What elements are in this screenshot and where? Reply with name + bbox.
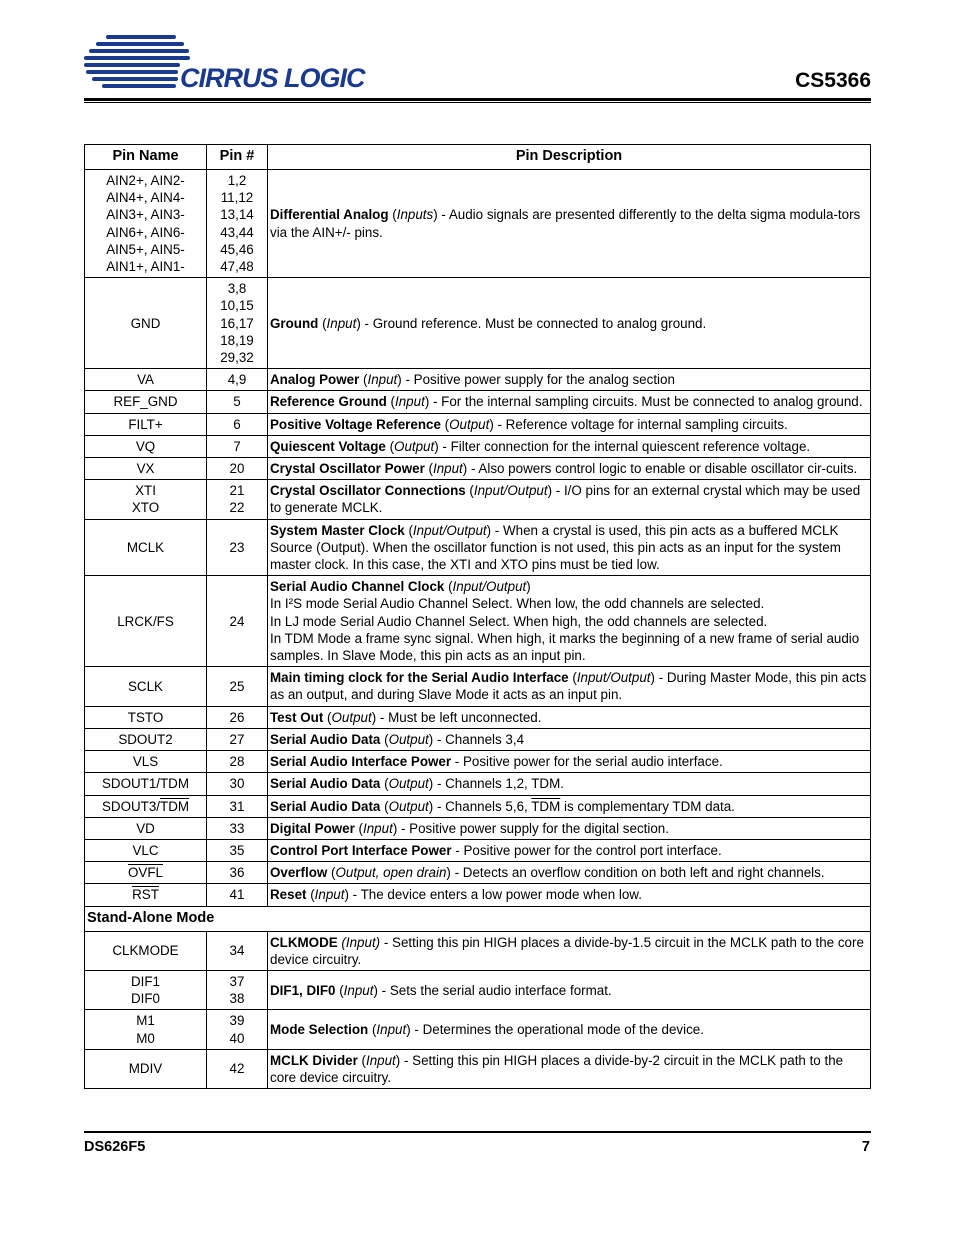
pin-number-cell <box>207 970 268 1009</box>
pin-number-cell <box>207 862 268 884</box>
pin-description-table <box>84 144 871 1089</box>
pin-name-cell <box>85 170 207 278</box>
pin-number: 41 <box>229 887 245 903</box>
pin-description-text: - Must be left unconnected. <box>376 709 542 725</box>
pin-name-cell <box>85 839 207 861</box>
pin-description-cell: Main timing clock for the Serial Audio Interface (Input/Output) - During Master Mode, this pin acts as an output, and during Slave Mode it acts as an input pin. <box>268 667 871 706</box>
pin-number-cell <box>207 839 268 861</box>
pin-description-cell: Serial Audio Data (Output) - Channels 1,2, TDM. <box>268 773 871 795</box>
pin-description-text: - Ground reference. Must be connected to analog ground. <box>360 315 707 331</box>
pin-name: AIN1+, AIN1- <box>106 259 185 275</box>
pin-description-text: - Reference voltage for internal sampling circuits. <box>493 416 788 432</box>
pin-number-cell <box>207 519 268 576</box>
pin-name: SCLK <box>128 678 163 694</box>
pin-io-type: Input <box>314 887 345 903</box>
pin-function-title: Main timing clock for the Serial Audio Interface <box>270 670 569 686</box>
pin-number: 29,32 <box>220 350 254 366</box>
pin-number-cell <box>207 458 268 480</box>
pin-name: MDIV <box>128 1061 163 1077</box>
pin-function-title: Reference Ground <box>270 394 387 410</box>
pin-description-cell: Crystal Oscillator Connections (Input/Output) - I/O pins for an external crystal which may be used to generate MCLK. <box>268 480 871 519</box>
pin-name: FILT+ <box>128 416 163 432</box>
pin-io-type: Input <box>367 372 398 388</box>
pin-description-text: - I/O pins for an external crystal which may be used to generate MCLK. <box>270 483 861 516</box>
pin-number: 27 <box>229 731 245 747</box>
pin-description-cell: Serial Audio Channel Clock (Input/Output) In I²S mode Serial Audio Channel Select. When low, the odd channels are selected. In LJ mode Serial Audio Channel Select. When high, the odd channels are selected. In TDM Mode a frame sync signal. When high, it marks the beginning of a new frame of serial audio samples. In Slave Mode, this pin acts as an input pin. <box>268 576 871 667</box>
pin-description-text: - When a crystal is used, this pin acts as a buffered MCLK Source (Output). When the oscillator function is not used, this pin acts as an input for the system master clock. In this case, the XTI and XTO pins must be tied low. <box>270 522 841 573</box>
pin-description-text: - Positive power for the control port interface. <box>451 842 722 858</box>
pin-name-cell <box>85 931 207 970</box>
pin-function-title: Crystal Oscillator Power <box>270 461 425 477</box>
pin-name: MCLK <box>126 539 165 555</box>
pin-number: 21 <box>229 483 245 499</box>
pin-description-cell: Crystal Oscillator Power (Input) - Also powers control logic to enable or disable oscillator cir-cuits. <box>268 458 871 480</box>
pin-number-cell <box>207 1049 268 1088</box>
pin-io-type: Output <box>449 416 490 432</box>
pin-number: 1,2 <box>227 173 247 188</box>
pin-description-cell: Differential Analog (Inputs) - Audio signals are presented differently to the delta sigma modula-tors via the AIN+/- pins. <box>268 170 871 278</box>
pin-description-text: - The device enters a low power mode when low. <box>348 887 642 903</box>
pin-description-line: In TDM Mode a frame sync signal. When high, it marks the beginning of a new frame of serial audio samples. In Slave Mode, this pin acts as an input pin. <box>270 630 860 664</box>
pin-description-cell: System Master Clock (Input/Output) - When a crystal is used, this pin acts as a buffered MCLK Source (Output). When the oscillator function is not used, this pin acts as an input for the system master clock. In this case, the XTI and XTO pins must be tied low. <box>268 519 871 576</box>
pin-description-cell <box>268 751 871 773</box>
table-row <box>85 706 871 728</box>
table-row <box>85 884 871 906</box>
table-row <box>85 970 871 1009</box>
pin-number: 38 <box>229 991 245 1007</box>
pin-description-text: - Detects an overflow condition on both left and right channels. <box>450 865 825 881</box>
table-row <box>85 751 871 773</box>
pin-number: 5 <box>233 394 241 410</box>
table-row <box>85 1049 871 1088</box>
logo-text: CIRRUS LOGIC <box>180 63 365 93</box>
pin-description-text: - For the internal sampling circuits. Must be connected to analog ground. <box>429 394 863 410</box>
pin-number: 3,8 <box>227 281 247 297</box>
pin-description-cell: Quiescent Voltage (Output) - Filter connection for the internal quiescent reference voltage. <box>268 435 871 457</box>
pin-name: VA <box>137 372 154 388</box>
pin-description-text: - Also powers control logic to enable or disable oscillator cir-cuits. <box>467 461 858 477</box>
pin-name-cell <box>85 773 207 795</box>
pin-io-type: Input <box>376 1021 407 1037</box>
pin-name-cell <box>85 278 207 369</box>
pin-number: 7 <box>233 438 241 454</box>
table-row <box>85 576 871 667</box>
pin-io-type: Input/Output <box>452 579 527 595</box>
pin-name-prefix: SDOUT3/ <box>101 798 161 814</box>
pin-name-active-low: OVFL <box>128 865 163 881</box>
column-header-pin-description: Pin Description <box>268 145 871 170</box>
table-row <box>85 435 871 457</box>
pin-function-title: Serial Audio Interface Power <box>270 754 452 770</box>
pin-number: 43,44 <box>220 224 254 240</box>
pin-function-title: CLKMODE <box>270 934 338 950</box>
pin-io-type: Input <box>432 461 463 477</box>
page-number: 7 <box>861 1139 870 1155</box>
pin-number-cell <box>207 435 268 457</box>
pin-number-cell <box>207 369 268 391</box>
pin-io-type: Input/Output <box>412 522 487 538</box>
pin-name <box>87 864 204 881</box>
pin-name-cell <box>85 480 207 519</box>
pin-description-cell: Serial Audio Data (Output) - Channels 5,6, $\overline{TDM}$ is complementary TDM data. <box>268 795 871 817</box>
pin-name: AIN6+, AIN6- <box>106 224 185 240</box>
pin-number-cell <box>207 391 268 413</box>
pin-name-cell <box>85 413 207 435</box>
pin-name: VLC <box>132 842 159 858</box>
pin-function-title: Differential Analog <box>270 207 389 223</box>
pin-name-cell <box>85 817 207 839</box>
pin-description-text: - Audio signals are presented differently to the delta sigma modula-tors via the AIN+/- pins. <box>270 207 861 240</box>
pin-description-cell: Serial Audio Data (Output) - Channels 3,4 <box>268 728 871 750</box>
table-row <box>85 839 871 861</box>
pin-name-cell <box>85 391 207 413</box>
pin-number: 39 <box>229 1013 245 1029</box>
pin-number: 35 <box>229 842 245 858</box>
table-row <box>85 728 871 750</box>
pin-description-cell: Overflow (Output, open drain) - Detects an overflow condition on both left and right channels. <box>268 862 871 884</box>
pin-description-text: - During Master Mode, this pin acts as an output, and during Slave Mode it acts as an input pin. <box>270 670 867 703</box>
pin-number: 37 <box>229 973 245 989</box>
pin-number: 10,15 <box>220 298 254 314</box>
pin-function-title: Mode Selection <box>270 1021 369 1037</box>
table-header-row <box>85 145 871 170</box>
pin-number: 30 <box>229 776 245 792</box>
pin-number-cell <box>207 413 268 435</box>
pin-number: 36 <box>229 865 245 881</box>
pin-number: 23 <box>229 539 245 555</box>
pin-description-text: - Channels 3,4 <box>433 731 525 747</box>
pin-number: 45,46 <box>220 241 254 257</box>
pin-name: VQ <box>135 438 156 454</box>
pin-name: AIN4+, AIN4- <box>106 190 185 206</box>
pin-io-type: (Input) <box>337 934 381 950</box>
pin-io-type: Input <box>395 394 425 410</box>
pin-function-title: Test Out <box>270 709 324 725</box>
table-row <box>85 413 871 435</box>
pin-function-title: Analog Power <box>270 372 360 388</box>
pin-description-cell: DIF1, DIF0 (Input) - Sets the serial audio interface format. <box>268 970 871 1009</box>
pin-name-cell <box>85 795 207 817</box>
pin-number-cell <box>207 884 268 906</box>
pin-number-cell <box>207 1010 268 1049</box>
pin-number: 20 <box>229 461 245 477</box>
pin-number-cell <box>207 706 268 728</box>
pin-number-cell <box>207 480 268 519</box>
table-row <box>85 458 871 480</box>
pin-description-text: is complementary TDM data. <box>560 798 735 814</box>
pin-number: 16,17 <box>220 315 254 331</box>
document-title: CS5366 <box>795 69 871 92</box>
pin-description-cell: Analog Power (Input) - Positive power supply for the analog section <box>268 369 871 391</box>
pin-name-cell <box>85 519 207 576</box>
pin-description-cell: Reference Ground (Input) - For the internal sampling circuits. Must be connected to analog ground. <box>268 391 871 413</box>
pin-number: 25 <box>229 678 245 694</box>
pin-description-cell: Positive Voltage Reference (Output) - Reference voltage for internal sampling circuits. <box>268 413 871 435</box>
pin-description-text: - Channels 5,6, <box>433 798 532 814</box>
pin-function-title: DIF1, DIF0 <box>270 982 336 998</box>
pin-io-type: Output <box>388 798 429 814</box>
pin-io-type: Input <box>363 820 393 836</box>
pin-name: LRCK/FS <box>117 613 174 629</box>
pin-number-cell <box>207 278 268 369</box>
pin-number: 6 <box>233 416 241 432</box>
pin-description-active-low: $\overline{TDM}$ <box>531 798 561 814</box>
pin-name-cell <box>85 862 207 884</box>
pin-description-cell: Digital Power (Input) - Positive power supply for the digital section. <box>268 817 871 839</box>
pin-function-title: Serial Audio Channel Clock <box>270 579 445 595</box>
pin-name: GND <box>130 315 161 331</box>
page-header <box>84 33 871 103</box>
pin-function-title: Crystal Oscillator Connections <box>270 483 466 499</box>
column-header-pin-name: Pin Name <box>85 145 207 170</box>
pin-name-cell <box>85 1049 207 1088</box>
pin-description-text: - Channels 1,2, TDM. <box>433 776 564 792</box>
pin-description-cell <box>268 931 871 970</box>
pin-number-cell <box>207 170 268 278</box>
table-row <box>85 795 871 817</box>
pin-name-cell <box>85 576 207 667</box>
pin-name: M1 <box>136 1013 155 1029</box>
pin-number: 42 <box>229 1061 245 1077</box>
pin-name: SDOUT1/TDM <box>101 776 190 792</box>
pin-number: 18,19 <box>220 332 254 348</box>
pin-number: 24 <box>229 613 245 629</box>
pin-name: DIF1 <box>130 973 161 989</box>
pin-name-cell <box>85 458 207 480</box>
pin-io-type: Input <box>343 982 374 998</box>
pin-io-type: Input <box>326 315 357 331</box>
table-row <box>85 1010 871 1049</box>
pin-function-title: Serial Audio Data <box>270 731 381 747</box>
pin-description-text: - Sets the serial audio interface format. <box>377 982 612 998</box>
pin-function-title: Ground <box>270 315 319 331</box>
pin-name: CLKMODE <box>112 943 179 959</box>
pin-name-active-low: $\overline{RST}$ <box>132 887 159 903</box>
pin-name: XTI <box>135 483 156 499</box>
pin-name-active-low: $\overline{TDM}$ <box>160 798 190 814</box>
pin-description-cell: Ground (Input) - Ground reference. Must be connected to analog ground. <box>268 278 871 369</box>
pin-function-title: Positive Voltage Reference <box>270 416 441 432</box>
footer-divider <box>84 1131 871 1133</box>
section-label: Stand-Alone Mode <box>85 906 871 931</box>
pin-name: AIN5+, AIN5- <box>106 241 185 257</box>
pin-name: VX <box>136 461 155 477</box>
pin-io-type: Output <box>388 731 429 747</box>
pin-number: 31 <box>229 798 245 814</box>
pin-name-cell <box>85 1010 207 1049</box>
table-row <box>85 862 871 884</box>
pin-number-cell <box>207 751 268 773</box>
pin-description-cell <box>268 839 871 861</box>
pin-description-text: - Determines the operational mode of the device. <box>410 1021 704 1037</box>
table-row <box>85 519 871 576</box>
pin-description-text: - Positive power supply for the digital section. <box>397 820 669 836</box>
table-row <box>85 170 871 278</box>
table-row <box>85 480 871 519</box>
pin-number: 28 <box>229 754 245 770</box>
pin-io-type: Output <box>394 438 435 454</box>
pin-description-cell: Test Out (Output) - Must be left unconnected. <box>268 706 871 728</box>
pin-name: VD <box>136 820 155 836</box>
pin-name: XTO <box>131 500 160 516</box>
pin-number: 40 <box>229 1030 245 1046</box>
pin-number-cell <box>207 773 268 795</box>
pin-number: 13,14 <box>220 207 254 223</box>
pin-number-cell <box>207 576 268 667</box>
pin-name <box>87 798 204 815</box>
table-row <box>85 667 871 706</box>
pin-description-text: - Setting this pin HIGH places a divide-by-1.5 circuit in the MCLK path to the core device circuitry. <box>270 934 864 967</box>
pin-name: SDOUT2 <box>118 731 173 747</box>
section-row <box>85 906 871 931</box>
pin-name: VLS <box>132 754 159 770</box>
pin-description-cell: Reset (Input) - The device enters a low power mode when low. <box>268 884 871 906</box>
table-row <box>85 391 871 413</box>
pin-name: TSTO <box>127 709 164 725</box>
pin-function-title: Digital Power <box>270 820 355 836</box>
pin-function-title: Serial Audio Data <box>270 798 381 814</box>
pin-number: 22 <box>229 500 245 516</box>
pin-function-title: Overflow <box>270 865 328 881</box>
header-divider-thin <box>84 102 871 103</box>
pin-name-cell <box>85 970 207 1009</box>
pin-io-type: Input <box>365 1052 396 1068</box>
pin-name-cell <box>85 706 207 728</box>
pin-description-cell: MCLK Divider (Input) - Setting this pin HIGH places a divide-by-2 circuit in the MCLK path to the core device circuitry. <box>268 1049 871 1088</box>
pin-name-cell <box>85 728 207 750</box>
pin-io-type: Input/Output <box>576 670 651 686</box>
pin-number: 47,48 <box>220 259 254 275</box>
pin-description-line: In I²S mode Serial Audio Channel Select. When low, the odd channels are selected. <box>270 596 765 612</box>
pin-name: AIN2+, AIN2- <box>106 173 185 188</box>
pin-name <box>87 886 204 903</box>
table-row <box>85 369 871 391</box>
document-number: DS626F5 <box>84 1139 146 1155</box>
pin-name-cell <box>85 369 207 391</box>
pin-name: M0 <box>136 1030 155 1046</box>
pin-io-type: Output <box>331 709 372 725</box>
table-row <box>85 817 871 839</box>
pin-description-text: - Positive power for the serial audio interface. <box>451 754 723 770</box>
pin-name: REF_GND <box>113 394 178 410</box>
pin-name-cell <box>85 667 207 706</box>
pin-function-title: Quiescent Voltage <box>270 438 386 454</box>
pin-description-cell: Mode Selection (Input) - Determines the operational mode of the device. <box>268 1010 871 1049</box>
pin-name: DIF0 <box>130 991 161 1007</box>
pin-description-text: - Setting this pin HIGH places a divide-by-2 circuit in the MCLK path to the core device circuitry. <box>270 1052 844 1085</box>
pin-io-type: Input/Output <box>473 483 548 499</box>
pin-description-text: - Filter connection for the internal quiescent reference voltage. <box>438 438 811 454</box>
pin-number-cell <box>207 667 268 706</box>
pin-function-title: System Master Clock <box>270 522 405 538</box>
pin-io-type: Output, open drain <box>335 865 447 881</box>
pin-number: 11,12 <box>220 190 254 206</box>
pin-io-type: Output <box>388 776 429 792</box>
table-row <box>85 773 871 795</box>
pin-io-type: Inputs <box>396 207 434 223</box>
pin-name: AIN3+, AIN3- <box>106 207 185 223</box>
pin-number: 34 <box>229 943 245 959</box>
pin-number: 26 <box>229 709 245 725</box>
pin-number-cell <box>207 817 268 839</box>
pin-number-cell <box>207 728 268 750</box>
pin-function-title: Reset <box>270 887 307 903</box>
pin-function-title: Control Port Interface Power <box>270 842 452 858</box>
pin-number-cell <box>207 931 268 970</box>
pin-number: 4,9 <box>227 372 247 388</box>
pin-name-cell <box>85 435 207 457</box>
pin-number-cell <box>207 795 268 817</box>
table-row <box>85 278 871 369</box>
pin-description-text: - Positive power supply for the analog section <box>401 372 675 388</box>
header-divider <box>84 98 871 101</box>
pin-description-line: In LJ mode Serial Audio Channel Select. When high, the odd channels are selected. <box>270 613 768 629</box>
pin-function-title: MCLK Divider <box>270 1052 358 1068</box>
table-row <box>85 931 871 970</box>
column-header-pin-number: Pin # <box>207 145 268 170</box>
pin-number: 33 <box>229 820 245 836</box>
pin-name-cell <box>85 884 207 906</box>
pin-function-title: Serial Audio Data <box>270 776 381 792</box>
pin-name-cell <box>85 751 207 773</box>
